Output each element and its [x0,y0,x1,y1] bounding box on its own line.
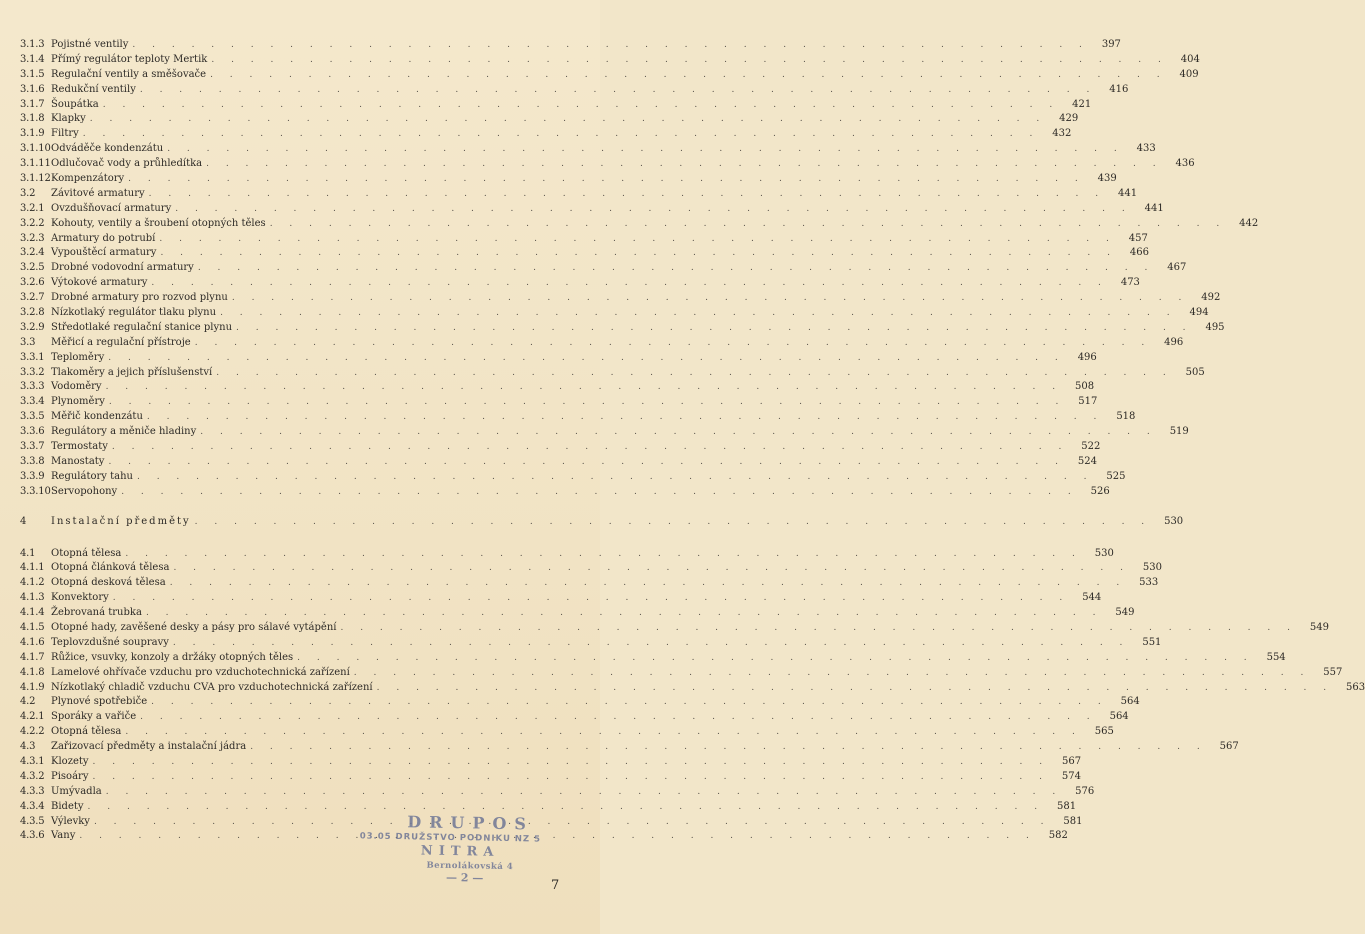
toc-entry [20,710,1129,725]
toc-entry [20,68,1199,83]
toc-entry-page: 436 [1175,158,1195,170]
toc-entry [20,576,1159,591]
toc-entry-page: 581 [1063,815,1083,827]
dot-leader [195,336,1152,351]
toc-entry-title: Pisoáry [51,770,89,782]
toc-entry-title: Kompenzátory [51,173,125,185]
toc-entry-number: 4.1.9 [20,681,45,693]
toc-entry [20,755,1082,770]
toc-entry-page: 397 [1101,39,1121,50]
toc-entry-page: 508 [1075,381,1095,393]
dot-leader [354,666,1311,681]
toc-entry-number: 4.1 [20,547,36,559]
toc-entry [20,172,1117,187]
toc-entry-title: Sporáky a vařiče [51,711,137,723]
toc-entry-page: 524 [1077,455,1097,467]
toc-entry [20,291,1221,306]
toc-entry [20,770,1081,785]
toc-entry-page: 495 [1205,321,1225,333]
toc-entry [20,380,1095,395]
toc-entry-number: 3.1.3 [20,39,45,50]
toc-entry-page: 526 [1090,485,1110,497]
stamp-line-5: — 2 — [445,870,484,885]
toc-entry [20,53,1200,68]
toc-entry-page: 421 [1072,98,1092,110]
toc-entry-page: 522 [1081,441,1101,453]
toc-entry-number: 4.1.5 [20,621,45,633]
dot-leader [125,547,1082,562]
dot-leader [200,425,1157,440]
dot-leader [297,651,1254,666]
dot-leader [220,306,1177,321]
toc-entry-title: Otopná tělesa [51,726,122,738]
dot-leader [108,351,1065,366]
toc-entry-number: 3.2.6 [20,277,45,289]
dot-leader [236,321,1193,336]
toc-entry [20,38,1121,53]
toc-entry-title: Klapky [51,113,86,125]
toc-entry-title: Otopná tělesa [51,547,122,559]
toc-entry [20,276,1140,291]
toc-entry [20,636,1162,651]
toc-entry-page: 554 [1266,651,1286,663]
toc-entry-number: 4.3.1 [20,755,45,767]
toc-entry-page: 441 [1118,187,1138,199]
toc-entry-page: 563 [1346,681,1365,693]
toc-entry-title: Odváděče kondenzátu [51,143,164,155]
dot-leader [140,710,1097,725]
dot-leader [206,157,1163,172]
toc-entry-page: 404 [1180,53,1200,65]
toc-entry-number: 3.3.9 [20,470,45,482]
toc-entry-page: 567 [1219,741,1239,753]
section-spacer [20,500,568,515]
toc-entry-title: Šoupátka [51,98,99,110]
toc-entry-page: 433 [1136,143,1156,155]
dot-leader [198,261,1155,276]
toc-entry-title: Tlakoměry a jejich příslušenství [51,366,213,378]
toc-entry-number: 3.1.11 [20,158,51,170]
toc-entry [20,261,1187,276]
toc-entry-page: 496 [1164,336,1184,348]
toc-entry-number: 4.1.8 [20,666,45,678]
toc-entry-number: 3.2.8 [20,307,45,319]
toc-entry-title: Přímý regulátor teploty Mertik [51,53,208,65]
dot-leader [88,800,1045,815]
toc-entry-page: 530 [1094,547,1114,559]
toc-entry [20,591,1102,606]
toc-entry-number: 4.1.4 [20,607,45,619]
toc-entry-page: 439 [1097,173,1117,185]
toc-entry [20,202,1164,217]
toc-entry-title: Vypouštěcí armatury [51,247,157,259]
toc-entry-title: Servopohony [51,485,118,497]
toc-entry-page: 442 [1239,217,1259,229]
toc-entry-number: 3.3.4 [20,396,45,408]
dot-leader [108,455,1065,470]
toc-entry-title: Regulační ventily a směšovače [51,68,207,80]
toc-entry [20,606,1135,621]
toc-entry-title: Klozety [51,755,89,767]
toc-entry [20,740,1239,755]
toc-entry-number: 4.2 [20,696,36,708]
toc-entry [20,336,1184,351]
dot-leader [147,410,1104,425]
toc-entry [20,547,1114,562]
toc-entry-title: Měřicí a regulační přístroje [51,336,191,348]
toc-entry-number: 4.1.7 [20,651,45,663]
dot-leader [159,232,1116,247]
toc-entry-title: Měřič kondenzátu [51,411,143,423]
dot-leader [128,172,1085,187]
toc-entry-title: Instalační předměty [51,515,191,527]
toc-entry-title: Drobné vodovodní armatury [51,262,194,274]
toc-entry-title: Výtokové armatury [51,277,148,289]
toc-entry-number: 4.3.5 [20,815,45,827]
dot-leader [167,142,1124,157]
toc-entry-number: 4 [20,515,27,527]
toc-entry-title: Pojistné ventily [51,39,129,50]
toc-entry-title: Zařizovací předměty a instalační jádra [51,741,247,753]
toc-entry-page: 467 [1167,262,1187,274]
toc-entry-title: Plynové spotřebiče [51,696,148,708]
dot-leader [149,187,1106,202]
toc-entry-number: 4.2.1 [20,711,45,723]
toc-entry-page: 565 [1094,726,1114,738]
dot-leader [113,591,1070,606]
toc-entry-title: Regulátory tahu [51,470,133,482]
toc-entry [20,98,1092,113]
dot-leader [173,561,1130,576]
toc-entry-title: Otopná článková tělesa [51,562,170,574]
dot-leader [160,246,1117,261]
toc-entry-title: Žebrovaná trubka [51,607,142,619]
dot-leader [340,621,1297,636]
toc-entry-number: 3.2.7 [20,292,45,304]
toc-entry [20,800,1077,815]
toc-entry-number: 3.3.5 [20,411,45,423]
table-of-contents [20,38,1365,844]
toc-entry-number: 3.1.9 [20,128,45,140]
toc-entry-page: 530 [1142,562,1162,574]
toc-entry-title: Konvektory [51,592,109,604]
toc-entry-title: Lamelové ohřívače vzduchu pro vzduchotechnická zařízení [51,666,350,678]
toc-entry [20,440,1101,455]
library-stamp [331,812,569,906]
toc-entry-page: 525 [1106,470,1126,482]
toc-entry [20,321,1225,336]
toc-entry [20,725,1114,740]
toc-entry-number: 4.1.2 [20,577,45,589]
dot-leader [146,606,1103,621]
toc-entry-page: 429 [1059,113,1079,125]
dot-leader [94,815,1051,830]
toc-entry [20,695,1140,710]
toc-entry-number: 3.1.6 [20,83,45,95]
toc-entry [20,455,1097,470]
toc-entry [20,410,1136,425]
toc-entry-number: 3.3.6 [20,426,45,438]
toc-entry [20,306,1209,321]
dot-leader [270,217,1227,232]
toc-entry-number: 4.3.4 [20,800,45,812]
toc-entry-number: 3.3.7 [20,441,45,453]
toc-entry-title: Kohouty, ventily a šroubení otopných těles [51,217,266,229]
toc-entry-title: Redukční ventily [51,83,136,95]
dot-leader [106,380,1063,395]
dot-leader [232,291,1189,306]
toc-entry-title: Otopná desková tělesa [51,577,166,589]
toc-entry [20,785,1095,800]
toc-entry-number: 3.3.3 [20,381,45,393]
dot-leader [109,395,1066,410]
toc-entry-page: 496 [1077,351,1097,363]
toc-entry-title: Otopné hady, zavěšené desky a pásy pro sálavé vytápění [51,621,337,633]
toc-entry-page: 551 [1142,636,1162,648]
dot-leader [90,112,1047,127]
toc-entry-title: Vodoměry [51,381,102,393]
toc-entry [20,666,1343,681]
dot-leader [175,202,1132,217]
toc-entry-title: Umývadla [51,785,102,797]
toc-entry-number: 3.3.8 [20,455,45,467]
toc-entry-page: 409 [1179,68,1199,80]
toc-entry-page: 416 [1109,83,1129,95]
toc-entry [20,246,1149,261]
stamp-line-4: Bernolákovská 4 [426,860,514,873]
toc-entry-title: Drobné armatury pro rozvod plynu [51,292,228,304]
toc-entry-page: 432 [1052,128,1072,140]
toc-entry-page: 549 [1115,607,1135,619]
toc-entry [20,351,1097,366]
toc-entry [20,366,1205,381]
toc-entry-page: 457 [1128,232,1148,244]
toc-entry-number: 3.3.1 [20,351,45,363]
toc-entry-number: 4.3.3 [20,785,45,797]
toc-entry-page: 544 [1082,592,1102,604]
toc-entry-title: Nízkotlaký regulátor tlaku plynu [51,307,217,319]
toc-entry-number: 3.1.5 [20,68,45,80]
toc-entry-title: Vany [51,830,76,842]
toc-entry-number: 4.2.2 [20,726,45,738]
dot-leader [151,276,1108,291]
toc-entry-page: 582 [1048,830,1068,842]
toc-entry [20,470,1126,485]
toc-entry-title: Plynoměry [51,396,105,408]
toc-entry-page: 441 [1144,202,1164,214]
toc-entry-number: 3.3 [20,336,36,348]
toc-entry-number: 3.3.2 [20,366,45,378]
toc-entry [20,83,1129,98]
toc-entry-page: 533 [1139,577,1159,589]
toc-entry-number: 4.1.1 [20,562,45,574]
toc-entry [20,395,1098,410]
toc-entry-page: 517 [1078,396,1098,408]
dot-leader [151,695,1108,710]
toc-entry-number: 3.2.4 [20,247,45,259]
toc-entry [20,515,1184,530]
toc-entry [20,651,1286,666]
toc-entry-page: 576 [1075,785,1095,797]
toc-entry-title: Ovzdušňovací armatury [51,202,172,214]
dot-leader [377,681,1334,696]
dot-leader [125,725,1082,740]
toc-entry-page: 505 [1185,366,1205,378]
toc-entry-title: Růžice, vsuvky, konzoly a držáky otopných těles [51,651,294,663]
toc-entry-number: 4.3.2 [20,770,45,782]
toc-entry-title: Teplovzdušné soupravy [51,636,169,648]
toc-entry-title: Závitové armatury [51,187,145,199]
dot-leader [132,38,1089,53]
toc-entry-number: 3.2.2 [20,217,45,229]
dot-leader [170,576,1127,591]
dot-leader [93,755,1050,770]
toc-entry [20,142,1156,157]
toc-entry-page: 466 [1129,247,1149,259]
toc-entry [20,187,1138,202]
toc-entry-page: 530 [1164,515,1184,527]
toc-entry-number: 3.2.5 [20,262,45,274]
toc-entry [20,561,1162,576]
dot-leader [106,785,1063,800]
toc-entry-title: Manostaty [51,455,105,467]
toc-entry-page: 494 [1189,307,1209,319]
toc-entry-page: 564 [1109,711,1129,723]
toc-entry [20,485,1110,500]
toc-entry-title: Armatury do potrubí [51,232,156,244]
toc-entry-number: 4.1.3 [20,592,45,604]
toc-entry-title: Středotlaké regulační stanice plynu [51,321,233,333]
dot-leader [140,83,1097,98]
toc-entry-page: 492 [1201,292,1221,304]
toc-entry-title: Regulátory a měniče hladiny [51,426,197,438]
dot-leader [211,53,1168,68]
toc-entry-page: 567 [1061,755,1082,767]
toc-entry-number: 3.1.10 [20,143,51,155]
toc-entry-number: 4.3.6 [20,830,45,842]
stamp-line-3: NITRA [420,843,500,860]
dot-leader [92,770,1049,785]
toc-entry [20,127,1072,142]
toc-entry-number: 3.2.3 [20,232,45,244]
toc-entry-title: Filtry [51,128,79,140]
toc-entry-title: Teploměry [51,351,105,363]
toc-entry-number: 4.3 [20,741,36,753]
dot-leader [121,485,1078,500]
dot-leader [173,636,1130,651]
toc-entry-number: 3.2.1 [20,202,45,214]
toc-entry-number: 3.1.8 [20,113,45,125]
toc-entry [20,217,1259,232]
dot-leader [103,98,1060,113]
toc-entry-number: 3.2.9 [20,321,45,333]
toc-entry-number: 3.2 [20,187,36,199]
dot-leader [216,366,1173,381]
toc-entry-page: 518 [1116,411,1136,423]
toc-entry-number: 3.1.4 [20,53,45,65]
toc-entry-title: Termostaty [51,441,108,453]
stamp-line-1: DRUPOS [407,812,535,834]
dot-leader [250,740,1207,755]
toc-entry-number: 4.1.6 [20,636,45,648]
stamp-line-2: 03.05 DRUŽSTVO PODNIKU NZ 5 [359,831,542,845]
toc-entry-title: Bidety [51,800,84,812]
toc-entry-number: 3.3.10 [20,485,51,497]
toc-entry [20,621,1329,636]
toc-entry-title: Výlevky [51,815,90,827]
toc-entry-number: 3.1.7 [20,98,45,110]
toc-entry-page: 519 [1169,426,1189,438]
toc-entry-page: 564 [1120,696,1140,708]
dot-leader [83,127,1040,142]
section-spacer [20,530,568,547]
toc-entry-title: Odlučovač vody a průhledítka [51,158,203,170]
toc-entry-page: 581 [1056,800,1077,812]
toc-entry [20,681,1365,696]
toc-entry-number: 3.1.12 [20,173,51,185]
dot-leader [112,440,1069,455]
dot-leader [137,470,1094,485]
toc-entry [20,112,1079,127]
toc-entry-page: 549 [1309,621,1329,633]
page-number: 7 [551,878,560,893]
dot-leader [195,515,1152,530]
toc-entry-title: Nízkotlaký chladič vzduchu CVA pro vzduchotechnická zařízení [51,681,373,693]
toc-entry-page: 574 [1061,770,1081,782]
toc-entry [20,425,1189,440]
dot-leader [210,68,1167,83]
toc-entry [20,157,1195,172]
toc-entry [20,232,1148,247]
toc-entry-page: 557 [1323,666,1343,678]
toc-entry-page: 473 [1120,277,1140,289]
